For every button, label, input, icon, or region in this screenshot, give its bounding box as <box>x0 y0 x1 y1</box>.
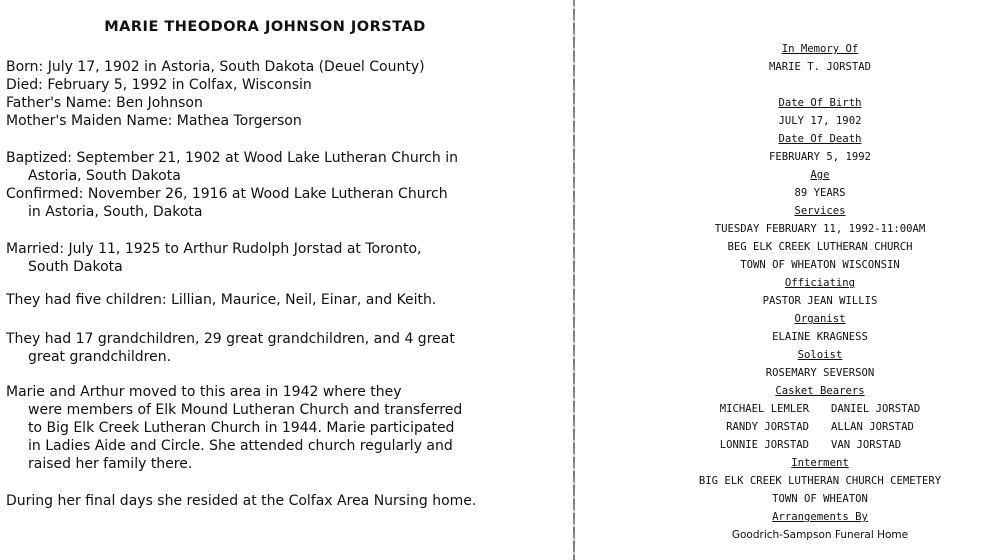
obituary-title: MARIE THEODORA JOHNSON JORSTAD <box>104 19 426 35</box>
baptized-line: Baptized: September 21, 1902 at Wood Lake Lutheran Church in <box>6 150 458 166</box>
bearers-list <box>665 400 975 454</box>
bearer-name: RANDY JORSTAD <box>726 421 809 433</box>
confirmed-line-cont: in Astoria, South, Dakota <box>28 204 203 220</box>
moved-line-1: Marie and Arthur moved to this area in 1942 where they <box>6 384 402 400</box>
organist-heading: Organist <box>794 313 846 325</box>
grandchildren-line: They had 17 grandchildren, 29 great grandchildren, and 4 great <box>6 331 455 347</box>
dob-heading: Date Of Birth <box>778 97 862 109</box>
bearers-heading: Casket Bearers <box>775 385 865 397</box>
dod-heading: Date Of Death <box>778 133 862 145</box>
church-info <box>6 149 556 221</box>
grandchildren-line-cont: great grandchildren. <box>28 349 172 365</box>
services-datetime: TUESDAY FEBRUARY 11, 1992-11:00AM <box>714 223 926 235</box>
moved-line-5: raised her family there. <box>28 456 193 472</box>
mother-line: Mother's Maiden Name: Mathea Torgerson <box>6 113 302 129</box>
services-town: TOWN OF WHEATON WISCONSIN <box>740 259 900 271</box>
services-heading: Services <box>794 205 846 217</box>
confirmed-line: Confirmed: November 26, 1916 at Wood Lake Lutheran Church <box>6 186 448 202</box>
father-line: Father's Name: Ben Johnson <box>6 95 203 111</box>
children-info <box>6 291 556 309</box>
moved-line-3: to Big Elk Creek Lutheran Church in 1944. Marie participated <box>28 420 455 436</box>
baptized-line-cont: Astoria, South Dakota <box>28 168 181 184</box>
interment-town: TOWN OF WHEATON <box>772 493 868 505</box>
bearer-name: ALLAN JORSTAD <box>831 421 914 433</box>
interment-heading: Interment <box>791 457 849 469</box>
residence-info <box>6 383 556 473</box>
spacer <box>665 76 975 94</box>
moved-line-4: in Ladies Aide and Circle. She attended church regularly and <box>28 438 453 454</box>
in-memory-value: MARIE T. JORSTAD <box>768 61 872 73</box>
grandchildren-info <box>6 330 556 366</box>
bearer-name: VAN JORSTAD <box>831 439 902 451</box>
born-line: Born: July 17, 1902 in Astoria, South Dakota (Deuel County) <box>6 59 425 75</box>
dod-value: FEBRUARY 5, 1992 <box>768 151 872 163</box>
married-line-cont: South Dakota <box>28 259 123 275</box>
memorial-card <box>665 40 975 544</box>
married-line: Married: July 11, 1925 to Arthur Rudolph Jorstad at Toronto, <box>6 241 422 257</box>
age-heading: Age <box>810 169 830 181</box>
died-line: Died: February 5, 1992 in Colfax, Wisconsin <box>6 77 312 93</box>
final-days-line: During her final days she resided at the Colfax Area Nursing home. <box>6 493 477 509</box>
marriage-info <box>6 240 556 276</box>
arrangements-value: Goodrich-Sampson Funeral Home <box>731 529 909 541</box>
final-days-info <box>6 492 556 510</box>
officiating-value: PASTOR JEAN WILLIS <box>762 295 878 307</box>
bearer-name: MICHAEL LEMLER <box>719 403 809 415</box>
services-church: BEG ELK CREEK LUTHERAN CHURCH <box>727 241 913 253</box>
soloist-value: ROSEMARY SEVERSON <box>765 367 875 379</box>
officiating-heading: Officiating <box>784 277 856 289</box>
soloist-heading: Soloist <box>797 349 843 361</box>
bearer-name: LONNIE JORSTAD <box>719 439 809 451</box>
organist-value: ELAINE KRAGNESS <box>772 331 868 343</box>
bearer-name: DANIEL JORSTAD <box>831 403 921 415</box>
age-value: 89 YEARS <box>794 187 846 199</box>
in-memory-heading: In Memory Of <box>781 43 859 55</box>
page-fold-divider <box>573 0 575 560</box>
dob-value: JULY 17, 1902 <box>778 115 862 127</box>
interment-cemetery: BIG ELK CREEK LUTHERAN CHURCH CEMETERY <box>698 475 942 487</box>
arrangements-heading: Arrangements By <box>772 511 868 523</box>
vital-info <box>6 58 556 130</box>
moved-line-2: were members of Elk Mound Lutheran Church and transferred <box>28 402 463 418</box>
children-line: They had five children: Lillian, Maurice, Neil, Einar, and Keith. <box>6 292 437 308</box>
